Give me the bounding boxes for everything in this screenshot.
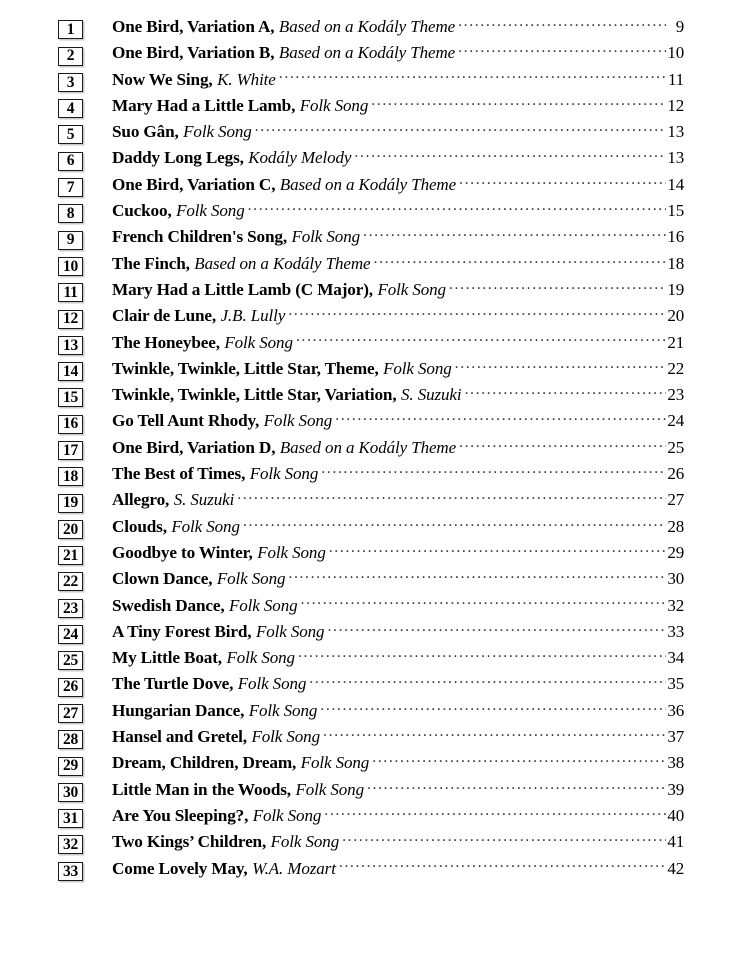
entry-body — [112, 779, 684, 800]
dot-leader — [309, 673, 666, 689]
entry-title: Mary Had a Little Lamb, — [112, 95, 296, 115]
dot-leader — [459, 437, 666, 453]
entry-composer: Folk Song — [248, 700, 318, 720]
entry-body — [112, 305, 684, 326]
entry-page-number: 27 — [667, 490, 684, 510]
entry-title: The Honeybee, — [112, 332, 220, 352]
entry-composer: Folk Song — [224, 332, 293, 352]
entry-title: Swedish Dance, — [112, 595, 225, 615]
toc-entry-row[interactable] — [58, 779, 684, 805]
toc-entry-row[interactable] — [58, 69, 684, 95]
entry-title: Clouds, — [112, 516, 167, 536]
entry-number-box: 27 — [58, 704, 83, 723]
entry-page-number: 39 — [667, 779, 684, 799]
entry-body — [112, 42, 684, 63]
entry-body — [112, 200, 684, 221]
entry-number-box: 14 — [58, 362, 83, 381]
entry-title: Goodbye to Winter, — [112, 542, 253, 562]
toc-entry-row[interactable] — [58, 305, 684, 331]
entry-number-box: 4 — [58, 99, 83, 118]
entry-page-number: 34 — [667, 648, 684, 668]
entry-number-box: 19 — [58, 494, 83, 513]
dot-leader — [288, 305, 666, 321]
entry-number-box: 31 — [58, 809, 83, 828]
entry-number-box: 21 — [58, 546, 83, 565]
entry-title: One Bird, Variation D, — [112, 437, 276, 457]
entry-page-number: 18 — [667, 253, 684, 273]
entry-body — [112, 805, 684, 826]
entry-body — [112, 673, 684, 694]
dot-leader — [335, 410, 666, 426]
entry-title: Allegro, — [112, 490, 170, 510]
entry-page-number: 33 — [667, 621, 684, 641]
entry-composer: Folk Song — [216, 569, 286, 589]
entry-title: One Bird, Variation B, — [112, 43, 275, 63]
toc-entry-row[interactable] — [58, 831, 684, 857]
entry-page-number: 22 — [667, 358, 684, 378]
toc-entry-row[interactable] — [58, 647, 684, 673]
entry-page-number: 14 — [667, 174, 684, 194]
toc-entry-row[interactable] — [58, 568, 684, 594]
dot-leader — [464, 384, 666, 400]
dot-leader — [301, 595, 666, 611]
entry-body — [112, 384, 684, 405]
entry-title: Clown Dance, — [112, 569, 213, 589]
dot-leader — [288, 568, 666, 584]
entry-composer: Folk Song — [183, 122, 252, 142]
dot-leader — [327, 621, 666, 637]
toc-entry-row[interactable] — [58, 752, 684, 778]
entry-page-number: 42 — [667, 858, 684, 878]
toc-entry-row[interactable] — [58, 279, 684, 305]
dot-leader — [255, 121, 666, 137]
dot-leader — [248, 200, 666, 216]
toc-entry-row[interactable] — [58, 437, 684, 463]
entry-body — [112, 174, 684, 195]
entry-title: One Bird, Variation A, — [112, 17, 275, 36]
entry-composer: Kodály Melody — [248, 148, 352, 168]
entry-body — [112, 489, 684, 510]
toc-entry-row[interactable] — [58, 16, 684, 42]
entry-title: The Best of Times, — [112, 464, 246, 484]
entry-page-number: 29 — [667, 542, 684, 562]
entry-composer: Folk Song — [252, 805, 322, 825]
entry-body — [112, 831, 684, 852]
entry-composer: Folk Song — [226, 648, 295, 668]
entry-page-number: 10 — [667, 43, 684, 63]
entry-body — [112, 726, 684, 747]
dot-leader — [455, 358, 666, 374]
toc-entry-row[interactable] — [58, 358, 684, 384]
dot-leader — [342, 831, 666, 847]
entry-composer: Folk Song — [255, 621, 325, 641]
entry-title: Hansel and Gretel, — [112, 727, 247, 747]
entry-number-box: 17 — [58, 441, 83, 460]
entry-page-number: 41 — [667, 832, 684, 852]
entry-number-box: 33 — [58, 862, 83, 881]
toc-entry-row[interactable] — [58, 384, 684, 410]
entry-composer: Folk Song — [249, 464, 319, 484]
entry-composer: S. Suzuki — [173, 490, 235, 510]
entry-number-box: 28 — [58, 730, 83, 749]
dot-leader — [458, 42, 666, 58]
entry-page-number: 36 — [667, 700, 684, 720]
entry-title: Hungarian Dance, — [112, 700, 245, 720]
entry-page-number: 37 — [667, 727, 684, 747]
entry-body — [112, 358, 684, 379]
entry-number-box: 30 — [58, 783, 83, 802]
entry-body — [112, 463, 684, 484]
entry-body — [112, 647, 684, 668]
toc-entry-row[interactable] — [58, 121, 684, 147]
entry-composer: S. Suzuki — [401, 385, 462, 405]
entry-page-number: 15 — [667, 201, 684, 221]
dot-leader — [324, 805, 666, 821]
dot-leader — [296, 332, 666, 348]
entry-title: Suo Gân, — [112, 122, 179, 142]
dot-leader — [320, 700, 666, 716]
entry-composer: Based on a Kodály Theme — [279, 174, 457, 194]
entry-page-number: 12 — [667, 95, 684, 115]
entry-page-number: 19 — [667, 279, 684, 299]
dot-leader — [354, 147, 666, 163]
entry-body — [112, 568, 684, 589]
toc-entry-row[interactable] — [58, 805, 684, 831]
entry-page-number: 32 — [667, 595, 684, 615]
dot-leader — [279, 69, 666, 85]
toc-entry-row[interactable] — [58, 595, 684, 621]
entry-body — [112, 410, 684, 431]
entry-page-number: 13 — [667, 148, 684, 168]
entry-composer: Folk Song — [251, 727, 320, 747]
dot-leader — [372, 752, 666, 768]
dot-leader — [243, 516, 666, 532]
entry-page-number: 26 — [667, 464, 684, 484]
entry-title: Come Lovely May, — [112, 858, 248, 878]
entry-number-box: 11 — [58, 283, 83, 302]
entry-body — [112, 69, 684, 90]
entry-number-box: 12 — [58, 310, 83, 329]
entry-body — [112, 332, 684, 353]
toc-entry-row[interactable] — [58, 42, 684, 68]
entry-body — [112, 752, 684, 773]
entry-number-box: 2 — [58, 47, 83, 66]
entry-title: Dream, Children, Dream, — [112, 753, 297, 773]
entry-number-box: 16 — [58, 415, 83, 434]
toc-entry-row[interactable] — [58, 253, 684, 279]
entry-composer: W.A. Mozart — [252, 858, 336, 878]
entry-title: French Children's Song, — [112, 227, 287, 247]
entry-page-number: 25 — [667, 437, 684, 457]
entry-composer: Folk Song — [237, 674, 307, 694]
entry-title: Clair de Lune, — [112, 306, 217, 326]
entry-number-box: 24 — [58, 625, 83, 644]
entry-composer: Folk Song — [383, 358, 452, 378]
entry-page-number: 24 — [667, 411, 684, 431]
toc-entry-row[interactable] — [58, 489, 684, 515]
entry-number-box: 13 — [58, 336, 83, 355]
entry-page-number: 21 — [667, 332, 684, 352]
entry-title: Mary Had a Little Lamb (C Major), — [112, 279, 373, 299]
entry-page-number: 16 — [667, 227, 684, 247]
dot-leader — [237, 489, 666, 505]
dot-leader — [323, 726, 666, 742]
entry-page-number: 23 — [667, 385, 684, 405]
dot-leader — [363, 226, 666, 242]
entry-page-number: 28 — [667, 516, 684, 536]
toc-entry-row[interactable] — [58, 410, 684, 436]
entry-page-number: 20 — [667, 306, 684, 326]
entry-number-box: 7 — [58, 178, 83, 197]
entry-number-box: 3 — [58, 73, 83, 92]
entry-body — [112, 700, 684, 721]
entry-number-box: 6 — [58, 152, 83, 171]
entry-composer: Folk Song — [377, 279, 446, 299]
entry-composer: Based on a Kodály Theme — [278, 43, 456, 63]
entry-title: Two Kings’ Children, — [112, 832, 267, 852]
entry-number-box: 18 — [58, 467, 83, 486]
toc-entry-row[interactable] — [58, 95, 684, 121]
toc-entry-row[interactable] — [58, 332, 684, 358]
entry-composer: Folk Song — [176, 201, 245, 221]
entry-title: Go Tell Aunt Rhody, — [112, 411, 260, 431]
entry-number-box: 22 — [58, 572, 83, 591]
toc-entry-row[interactable] — [58, 516, 684, 542]
entry-title: The Finch, — [112, 253, 190, 273]
entry-number-box: 25 — [58, 651, 83, 670]
entry-page-number: 35 — [667, 674, 684, 694]
entry-body — [112, 858, 684, 879]
entry-title: Now We Sing, — [112, 69, 213, 89]
dot-leader — [458, 16, 666, 32]
dot-leader — [367, 779, 666, 795]
entry-number-box: 10 — [58, 257, 83, 276]
entry-body — [112, 542, 684, 563]
entry-page-number: 11 — [668, 69, 684, 89]
entry-page-number: 30 — [667, 569, 684, 589]
toc-entry-row[interactable] — [58, 673, 684, 699]
entry-body — [112, 253, 684, 274]
dot-leader — [321, 463, 666, 479]
entry-title: My Little Boat, — [112, 648, 222, 668]
entry-number-box: 9 — [58, 231, 83, 250]
entry-title: A Tiny Forest Bird, — [112, 621, 252, 641]
entry-page-number: 40 — [667, 805, 684, 825]
entry-body — [112, 279, 684, 300]
entry-composer: Folk Song — [300, 753, 370, 773]
dot-leader — [373, 253, 666, 269]
entry-number-box: 1 — [58, 20, 83, 39]
entry-composer: Folk Song — [270, 832, 340, 852]
dot-leader — [459, 174, 666, 190]
entry-composer: J.B. Lully — [220, 306, 286, 326]
toc-entry-row[interactable] — [58, 147, 684, 173]
dot-leader — [449, 279, 666, 295]
entry-composer: Folk Song — [257, 542, 326, 562]
entry-composer: Folk Song — [171, 516, 240, 536]
entry-body — [112, 147, 684, 168]
entry-body — [112, 95, 684, 116]
entry-composer: Based on a Kodály Theme — [279, 437, 457, 457]
entry-number-box: 26 — [58, 678, 83, 697]
entry-composer: Folk Song — [299, 95, 369, 115]
entry-number-box: 23 — [58, 599, 83, 618]
entry-title: Twinkle, Twinkle, Little Star, Theme, — [112, 358, 379, 378]
entry-body — [112, 516, 684, 537]
toc-entry-row[interactable] — [58, 542, 684, 568]
entry-number-box: 20 — [58, 520, 83, 539]
entry-composer: K. White — [217, 69, 276, 89]
entry-page-number: 13 — [667, 122, 684, 142]
dot-leader — [371, 95, 666, 111]
entry-title: Daddy Long Legs, — [112, 148, 244, 168]
toc-entry-row[interactable] — [58, 726, 684, 752]
entry-composer: Folk Song — [295, 779, 364, 799]
entry-number-box: 5 — [58, 125, 83, 144]
entry-title: Are You Sleeping?, — [112, 805, 249, 825]
toc-entry-row[interactable] — [58, 200, 684, 226]
toc-entry-row[interactable] — [58, 226, 684, 252]
toc-entry-row[interactable] — [58, 463, 684, 489]
toc-entry-row[interactable] — [58, 621, 684, 647]
entry-number-box: 8 — [58, 204, 83, 223]
entry-title: One Bird, Variation C, — [112, 174, 276, 194]
entry-number-box: 32 — [58, 835, 83, 854]
dot-leader — [298, 647, 666, 663]
entry-body — [112, 595, 684, 616]
toc-entry-list — [58, 16, 684, 884]
entry-composer: Folk Song — [291, 227, 361, 247]
entry-number-box: 29 — [58, 757, 83, 776]
entry-title: The Turtle Dove, — [112, 674, 234, 694]
entry-composer: Based on a Kodály Theme — [278, 17, 456, 36]
dot-leader — [329, 542, 666, 558]
entry-title: Twinkle, Twinkle, Little Star, Variation, — [112, 385, 397, 405]
entry-number-box: 15 — [58, 388, 83, 407]
entry-composer: Based on a Kodály Theme — [194, 253, 371, 273]
toc-entry-row[interactable] — [58, 700, 684, 726]
entry-page-number: 9 — [675, 17, 684, 36]
entry-composer: Folk Song — [263, 411, 333, 431]
entry-title: Cuckoo, — [112, 201, 172, 221]
entry-composer: Folk Song — [229, 595, 298, 615]
entry-body — [112, 226, 684, 247]
entry-body — [112, 437, 684, 458]
dot-leader — [339, 858, 666, 874]
entry-title: Little Man in the Woods, — [112, 779, 291, 799]
toc-entry-row[interactable] — [58, 858, 684, 884]
entry-page-number: 38 — [667, 753, 684, 773]
entry-body — [112, 16, 684, 37]
entry-body — [112, 621, 684, 642]
toc-entry-row[interactable] — [58, 174, 684, 200]
entry-body — [112, 121, 684, 142]
